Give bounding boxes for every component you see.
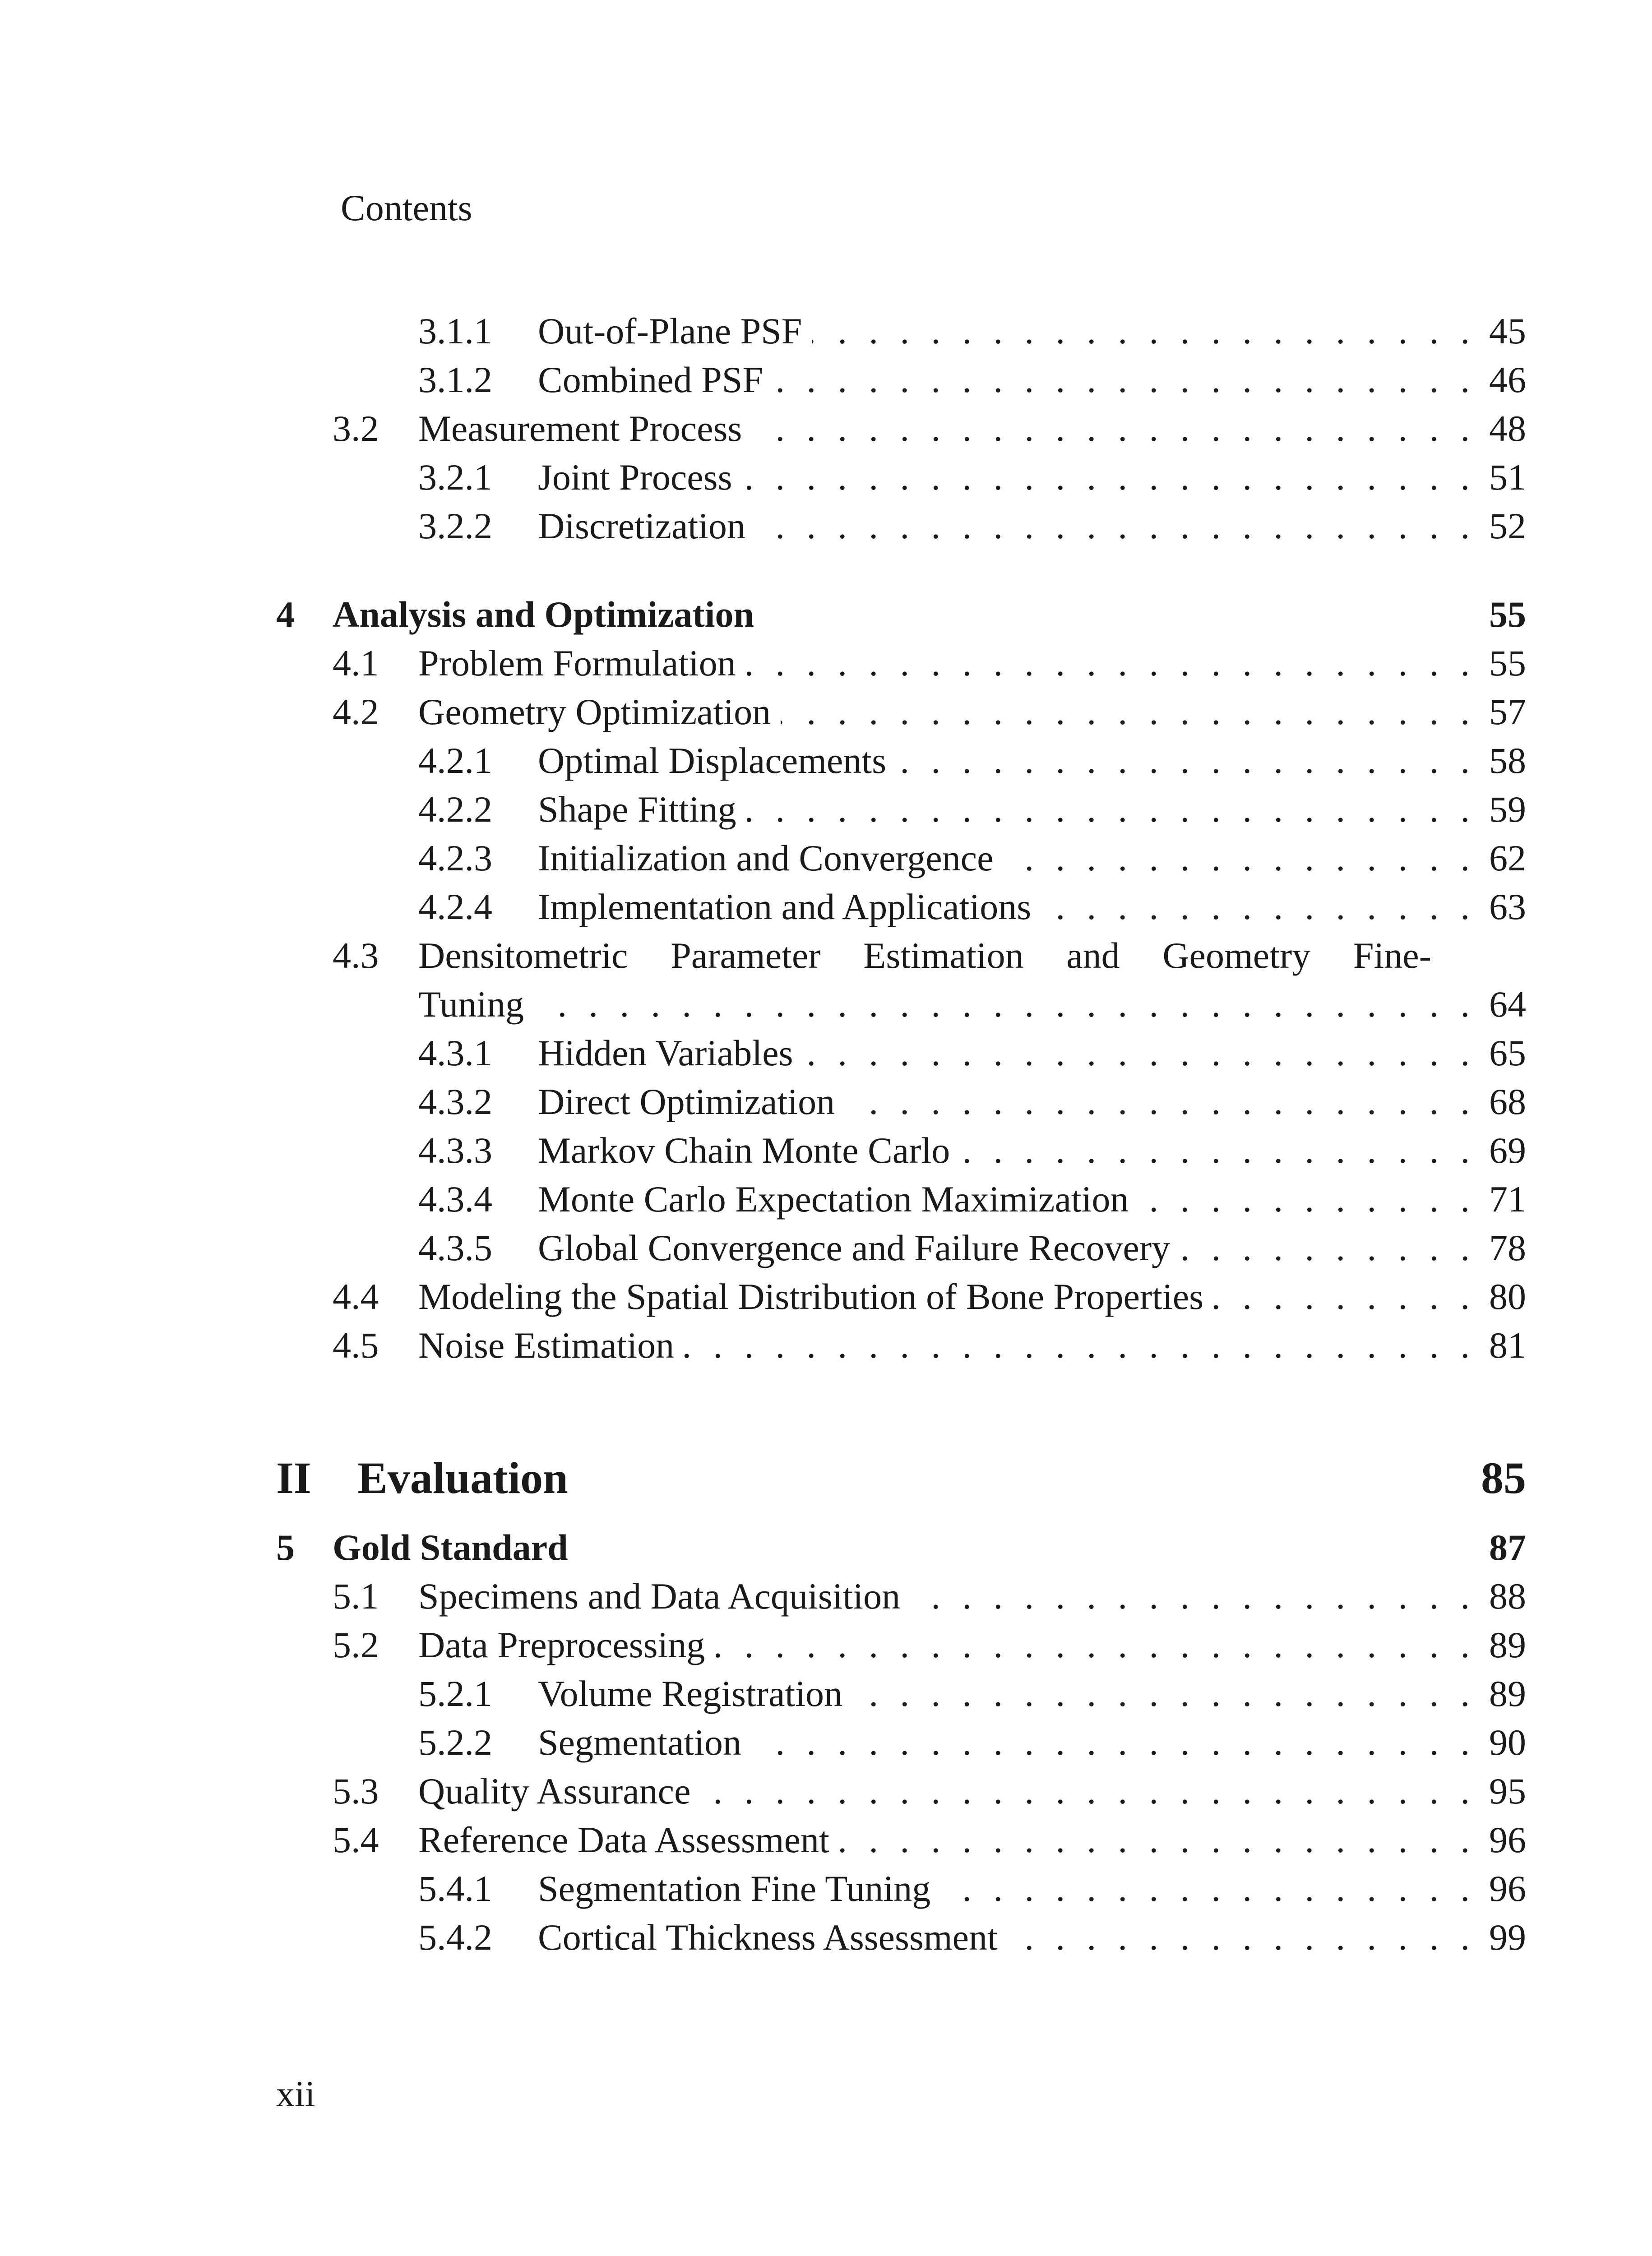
dot-leader xyxy=(755,502,1470,550)
dot-leader xyxy=(910,1572,1470,1621)
dot-leader xyxy=(1041,883,1470,931)
entry-number: 3.2 xyxy=(333,408,379,449)
dot-leader xyxy=(1213,1272,1470,1321)
dot-leader xyxy=(751,1718,1470,1767)
entry-title: Cortical Thickness Assessment xyxy=(538,1917,998,1958)
dot-leader xyxy=(715,1621,1470,1669)
entry-page: 45 xyxy=(1489,310,1526,351)
dot-leader xyxy=(1138,1175,1470,1224)
entry-number: 5.2.1 xyxy=(418,1673,492,1714)
toc-entry[interactable] xyxy=(276,1621,1526,1669)
entry-number: 4.3.3 xyxy=(418,1130,492,1171)
entry-page: 71 xyxy=(1489,1179,1526,1220)
toc-entry[interactable] xyxy=(276,1077,1526,1126)
entry-number: 4.2.3 xyxy=(418,837,492,878)
entry-page: 55 xyxy=(1489,643,1526,684)
dot-leader xyxy=(700,1767,1470,1816)
entry-title: Hidden Variables xyxy=(538,1032,793,1073)
entry-page: 46 xyxy=(1489,359,1526,400)
dot-leader xyxy=(781,688,1470,736)
entry-title: Reference Data Assessment xyxy=(418,1819,829,1860)
entry-title: Geometry Optimization xyxy=(418,691,771,732)
chapter-title: Analysis and Optimization xyxy=(333,594,754,635)
entry-number: 4.3 xyxy=(333,935,379,976)
entry-page: 88 xyxy=(1489,1576,1526,1617)
dot-leader xyxy=(534,980,1470,1029)
entry-number: 4.2.2 xyxy=(418,789,492,830)
entry-number: 5.1 xyxy=(333,1576,379,1617)
entry-title: Direct Optimization xyxy=(538,1081,835,1122)
toc-group-ch5 xyxy=(276,1572,1526,1962)
toc-entry[interactable] xyxy=(276,883,1526,931)
chapter-title: Gold Standard xyxy=(333,1527,568,1568)
toc-group-top xyxy=(276,307,1526,550)
entry-page: 52 xyxy=(1489,505,1526,546)
toc-entry[interactable] xyxy=(276,307,1526,356)
toc-entry[interactable] xyxy=(276,785,1526,834)
entry-number: 4.3.1 xyxy=(418,1032,492,1073)
entry-page: 58 xyxy=(1489,740,1526,781)
toc-entry[interactable] xyxy=(276,1913,1526,1962)
toc-chapter-4[interactable] xyxy=(276,590,1526,639)
entry-number: 4.2.1 xyxy=(418,740,492,781)
toc-entry[interactable] xyxy=(276,639,1526,688)
entry-page: 99 xyxy=(1489,1917,1526,1958)
page-number: xii xyxy=(276,2073,315,2114)
dot-leader xyxy=(752,404,1470,453)
toc-part-2[interactable] xyxy=(276,1447,1526,1510)
entry-number: 5.4 xyxy=(333,1819,379,1860)
entry-number: 5.3 xyxy=(333,1771,379,1812)
toc-entry[interactable] xyxy=(276,1126,1526,1175)
chapter-number: 4 xyxy=(276,594,295,635)
entry-page: 59 xyxy=(1489,789,1526,830)
entry-title-word: Densitometric xyxy=(418,935,628,976)
entry-title: Problem Formulation xyxy=(418,643,736,684)
entry-page: 81 xyxy=(1489,1325,1526,1366)
entry-page: 69 xyxy=(1489,1130,1526,1171)
running-head: Contents xyxy=(341,187,472,228)
chapter-page: 87 xyxy=(1489,1527,1526,1568)
entry-page: 64 xyxy=(1489,984,1526,1025)
part-page: 85 xyxy=(1481,1453,1526,1503)
entry-title-word: Estimation xyxy=(863,935,1024,976)
entry-page: 89 xyxy=(1489,1673,1526,1714)
toc-entry[interactable] xyxy=(276,356,1526,404)
entry-title: Global Convergence and Failure Recovery xyxy=(538,1227,1171,1268)
toc-entry[interactable] xyxy=(276,1175,1526,1224)
dot-leader xyxy=(845,1077,1470,1126)
entry-page: 95 xyxy=(1489,1771,1526,1812)
entry-title: Measurement Process xyxy=(418,408,742,449)
entry-page: 96 xyxy=(1489,1868,1526,1909)
entry-title: Optimal Displacements xyxy=(538,740,886,781)
entry-title: Modeling the Spatial Distribution of Bone Properties xyxy=(418,1276,1204,1317)
entry-title: Joint Process xyxy=(538,457,732,498)
toc-entry[interactable] xyxy=(276,688,1526,736)
entry-number: 4.1 xyxy=(333,643,379,684)
entry-page: 78 xyxy=(1489,1227,1526,1268)
toc-group-ch4-b xyxy=(276,1029,1526,1370)
entry-number: 4.5 xyxy=(333,1325,379,1366)
toc-entry[interactable] xyxy=(276,1272,1526,1321)
entry-page: 89 xyxy=(1489,1624,1526,1665)
entry-page: 48 xyxy=(1489,408,1526,449)
entry-title-line1 xyxy=(418,931,1431,980)
entry-title: Segmentation Fine Tuning xyxy=(538,1868,931,1909)
entry-title: Combined PSF xyxy=(538,359,763,400)
entry-title-line2: Tuning xyxy=(418,984,524,1025)
dot-leader xyxy=(852,1669,1470,1718)
part-number: II xyxy=(276,1453,311,1503)
toc-entry[interactable] xyxy=(276,1321,1526,1370)
entry-title-word: Parameter xyxy=(671,935,821,976)
dot-leader xyxy=(940,1864,1470,1913)
entry-title: Initialization and Convergence xyxy=(538,837,994,878)
entry-title: Segmentation xyxy=(538,1722,741,1763)
entry-number: 4.3.2 xyxy=(418,1081,492,1122)
entry-title: Specimens and Data Acquisition xyxy=(418,1576,901,1617)
entry-title: Discretization xyxy=(538,505,745,546)
toc-group-ch4-a xyxy=(276,639,1526,931)
toc-entry[interactable] xyxy=(276,1864,1526,1913)
entry-number: 4.2.4 xyxy=(418,886,492,927)
toc-entry[interactable] xyxy=(276,1669,1526,1718)
entry-page: 57 xyxy=(1489,691,1526,732)
toc-entry[interactable] xyxy=(276,404,1526,453)
dot-leader xyxy=(1180,1224,1470,1272)
toc-entry[interactable] xyxy=(276,1029,1526,1077)
dot-leader xyxy=(746,639,1470,688)
entry-title-word: Geometry xyxy=(1162,935,1311,976)
entry-title: Data Preprocessing xyxy=(418,1624,705,1665)
entry-number: 5.2.2 xyxy=(418,1722,492,1763)
entry-page: 63 xyxy=(1489,886,1526,927)
dot-leader xyxy=(684,1321,1470,1370)
dot-leader xyxy=(812,307,1470,356)
dot-leader xyxy=(773,356,1470,404)
entry-number: 3.1.2 xyxy=(418,359,492,400)
entry-page: 90 xyxy=(1489,1722,1526,1763)
chapter-number: 5 xyxy=(276,1527,295,1568)
toc-entry[interactable] xyxy=(276,502,1526,550)
entry-number: 5.4.2 xyxy=(418,1917,492,1958)
toc-entry[interactable] xyxy=(276,453,1526,502)
dot-leader xyxy=(960,1126,1470,1175)
entry-number: 5.4.1 xyxy=(418,1868,492,1909)
dot-leader xyxy=(839,1816,1470,1864)
toc-chapter-5[interactable] xyxy=(276,1523,1526,1572)
entry-title: Shape Fitting xyxy=(538,789,736,830)
entry-page: 68 xyxy=(1489,1081,1526,1122)
entry-number: 3.1.1 xyxy=(418,310,492,351)
toc-entry[interactable] xyxy=(276,1224,1526,1272)
entry-title: Quality Assurance xyxy=(418,1771,691,1812)
entry-title: Markov Chain Monte Carlo xyxy=(538,1130,950,1171)
entry-title: Out-of-Plane PSF xyxy=(538,310,802,351)
entry-number: 4.3.4 xyxy=(418,1179,492,1220)
toc-entry[interactable] xyxy=(276,1718,1526,1767)
entry-number: 3.2.2 xyxy=(418,505,492,546)
entry-page: 62 xyxy=(1489,837,1526,878)
dot-leader xyxy=(742,453,1470,502)
entry-title-word: Fine- xyxy=(1353,935,1431,976)
chapter-page: 55 xyxy=(1489,594,1526,635)
entry-number: 4.4 xyxy=(333,1276,379,1317)
entry-number: 4.3.5 xyxy=(418,1227,492,1268)
entry-title: Monte Carlo Expectation Maximization xyxy=(538,1179,1129,1220)
entry-title-word: and xyxy=(1066,935,1120,976)
entry-number: 3.2.1 xyxy=(418,457,492,498)
entry-page: 80 xyxy=(1489,1276,1526,1317)
toc-entry[interactable] xyxy=(276,834,1526,883)
dot-leader xyxy=(896,736,1470,785)
dot-leader xyxy=(803,1029,1470,1077)
table-of-contents xyxy=(276,307,1526,1962)
dot-leader xyxy=(1003,834,1470,883)
toc-entry[interactable] xyxy=(276,736,1526,785)
toc-entry-wrapped[interactable] xyxy=(276,931,1526,1029)
toc-entry[interactable] xyxy=(276,1816,1526,1864)
entry-number: 5.2 xyxy=(333,1624,379,1665)
entry-title: Noise Estimation xyxy=(418,1325,675,1366)
entry-page: 96 xyxy=(1489,1819,1526,1860)
entry-title: Implementation and Applications xyxy=(538,886,1032,927)
toc-entry[interactable] xyxy=(276,1572,1526,1621)
toc-entry[interactable] xyxy=(276,1767,1526,1816)
entry-page: 65 xyxy=(1489,1032,1526,1073)
dot-leader xyxy=(746,785,1470,834)
entry-title: Volume Registration xyxy=(538,1673,842,1714)
entry-page: 51 xyxy=(1489,457,1526,498)
part-title: Evaluation xyxy=(357,1453,568,1503)
dot-leader xyxy=(1008,1913,1470,1962)
entry-number: 4.2 xyxy=(333,691,379,732)
